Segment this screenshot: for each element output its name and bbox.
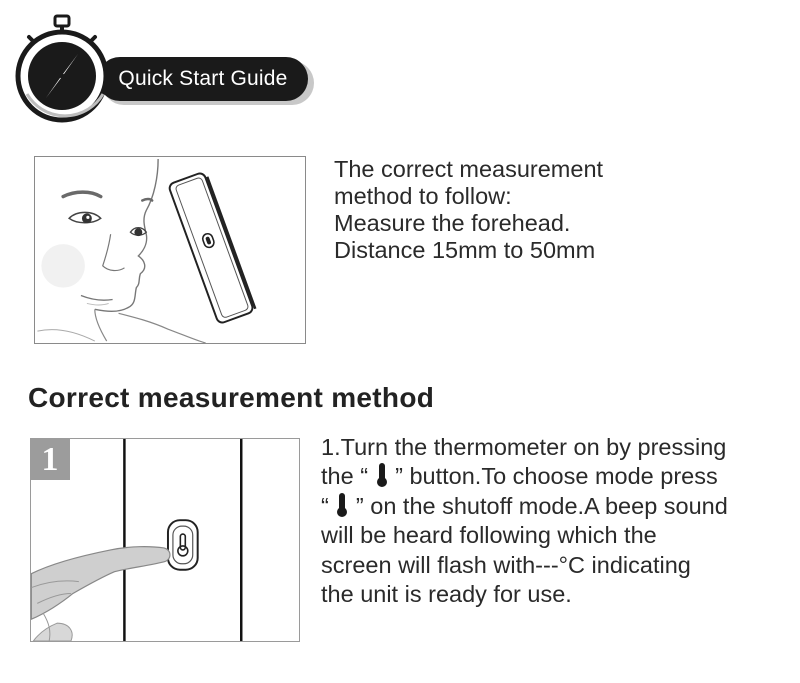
- forehead-measurement-illustration: [34, 156, 306, 344]
- intro-line: method to follow:: [334, 183, 512, 209]
- section-heading: Correct measurement method: [28, 382, 435, 413]
- hand-finger-drawing: [31, 547, 170, 641]
- header-title: Quick Start Guide: [118, 67, 288, 90]
- step-number: 1: [41, 441, 59, 478]
- thermometer-icon: [335, 492, 349, 518]
- step-1-instructions: [321, 433, 791, 609]
- step-text-fragment: “: [321, 492, 329, 519]
- power-button-drawing: [168, 520, 198, 570]
- step-line: [321, 462, 791, 491]
- step-text-fragment: ” button.To choose mode press: [395, 463, 718, 490]
- step-1-illustration: [30, 438, 300, 642]
- stopwatch-icon: [18, 16, 106, 120]
- step-text-fragment: ” on the shutoff mode.A beep sound: [355, 492, 728, 519]
- step-line: screen will flash with---°C indicating: [321, 551, 691, 578]
- step-line: will be heard following which the: [321, 522, 657, 549]
- step-text-fragment: the “: [321, 463, 369, 490]
- step-line: [321, 492, 791, 521]
- step-line: the unit is ready for use.: [321, 581, 572, 608]
- intro-line: Measure the forehead.: [334, 210, 571, 236]
- forehead-thermometer-device: [168, 171, 256, 324]
- thermometer-icon: [375, 462, 389, 488]
- intro-line: Distance 15mm to 50mm: [334, 237, 596, 263]
- step-line: 1.Turn the thermometer on by pressing: [321, 434, 727, 460]
- intro-instructions: [334, 156, 764, 264]
- intro-line: The correct measurement: [334, 156, 604, 182]
